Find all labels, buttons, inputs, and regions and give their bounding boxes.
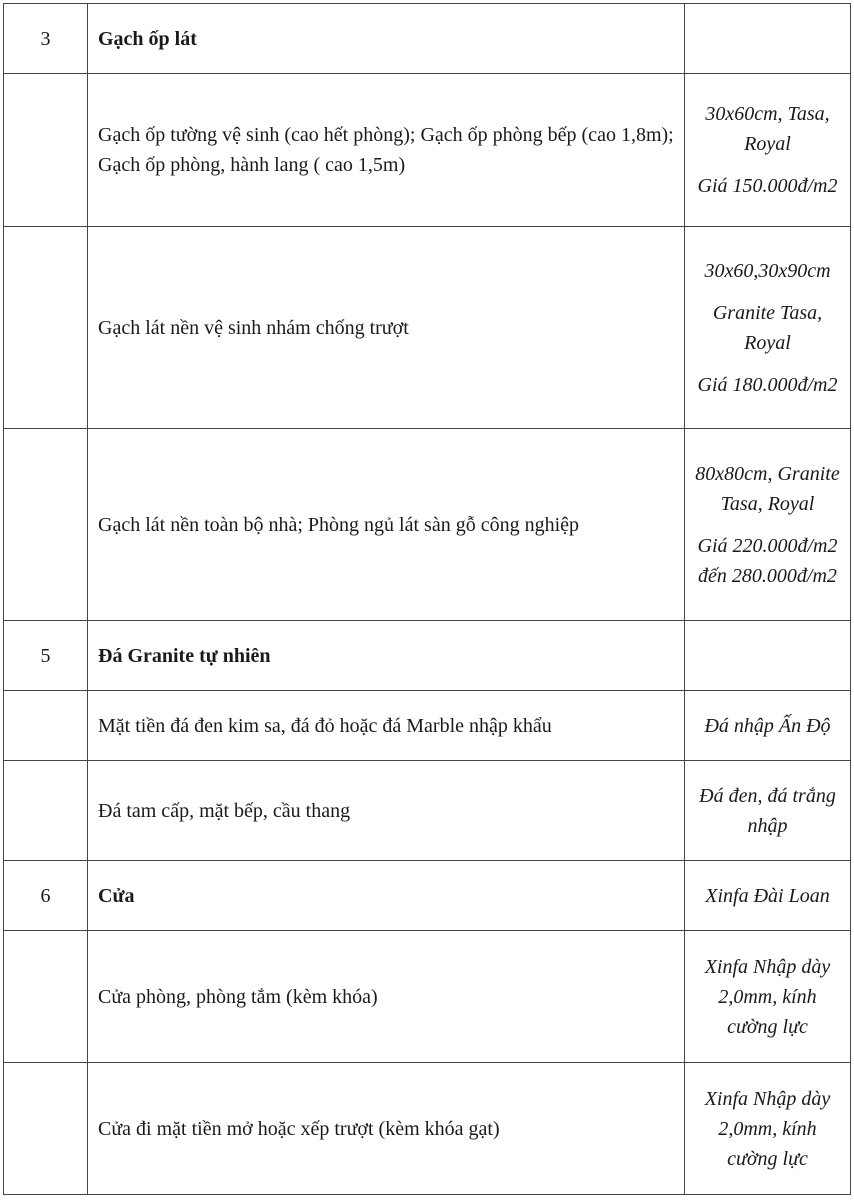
item-description: Cửa đi mặt tiền mở hoặc xếp trượt (kèm khóa gạt): [88, 1063, 685, 1195]
table-row: [4, 74, 851, 227]
table-row: [4, 429, 851, 621]
row-number: 6: [4, 861, 88, 931]
item-description: Mặt tiền đá đen kim sa, đá đỏ hoặc đá Marble nhập khẩu: [88, 691, 685, 761]
note-line: Xinfa Nhập dày 2,0mm, kính cường lực: [704, 1087, 831, 1170]
row-number: [4, 74, 88, 227]
spec-note: [685, 227, 851, 429]
spec-note: [685, 691, 851, 761]
spec-note: [685, 761, 851, 861]
note-line: Giá 220.000đ/m2 đến 280.000đ/m2: [697, 534, 838, 587]
item-description: Gạch ốp tường vệ sinh (cao hết phòng); Gạch ốp phòng bếp (cao 1,8m); Gạch ốp phòng, hành lang ( cao 1,5m): [88, 74, 685, 227]
table-row: [4, 761, 851, 861]
item-description: Cửa phòng, phòng tắm (kèm khóa): [88, 931, 685, 1063]
row-number: [4, 761, 88, 861]
spec-note: [685, 429, 851, 621]
table-row: [4, 861, 851, 931]
spec-note: [685, 4, 851, 74]
row-number: 3: [4, 4, 88, 74]
materials-spec-table: [3, 3, 851, 1195]
table-row: [4, 4, 851, 74]
item-description: Gạch lát nền toàn bộ nhà; Phòng ngủ lát sàn gỗ công nghiệp: [88, 429, 685, 621]
item-description: Đá tam cấp, mặt bếp, cầu thang: [88, 761, 685, 861]
note-line: Xinfa Nhập dày 2,0mm, kính cường lực: [704, 955, 831, 1038]
table-row: [4, 621, 851, 691]
row-number: 5: [4, 621, 88, 691]
note-line: Granite Tasa, Royal: [712, 301, 823, 354]
spec-note: [685, 931, 851, 1063]
note-line: Đá nhập Ấn Độ: [704, 714, 831, 737]
row-number: [4, 691, 88, 761]
row-number: [4, 227, 88, 429]
section-heading: Cửa: [88, 861, 685, 931]
row-number: [4, 931, 88, 1063]
row-number: [4, 429, 88, 621]
note-line: Xinfa Đài Loan: [705, 884, 830, 907]
item-description: Gạch lát nền vệ sinh nhám chống trượt: [88, 227, 685, 429]
note-line: Giá 180.000đ/m2: [697, 373, 838, 396]
row-number: [4, 1063, 88, 1195]
note-line: 30x60,30x90cm: [704, 259, 831, 282]
table-row: [4, 227, 851, 429]
table-row: [4, 691, 851, 761]
note-line: Giá 150.000đ/m2: [697, 175, 838, 197]
note-line: 30x60cm, Tasa, Royal: [705, 103, 830, 155]
section-heading: Gạch ốp lát: [88, 4, 685, 74]
spec-note: [685, 861, 851, 931]
spec-note: [685, 621, 851, 691]
table-row: [4, 931, 851, 1063]
section-heading: Đá Granite tự nhiên: [88, 621, 685, 691]
note-line: Đá đen, đá trắng nhập: [699, 784, 836, 837]
note-line: 80x80cm, Granite Tasa, Royal: [695, 462, 840, 515]
spec-note: [685, 74, 851, 227]
table-row: [4, 1063, 851, 1195]
spec-note: [685, 1063, 851, 1195]
